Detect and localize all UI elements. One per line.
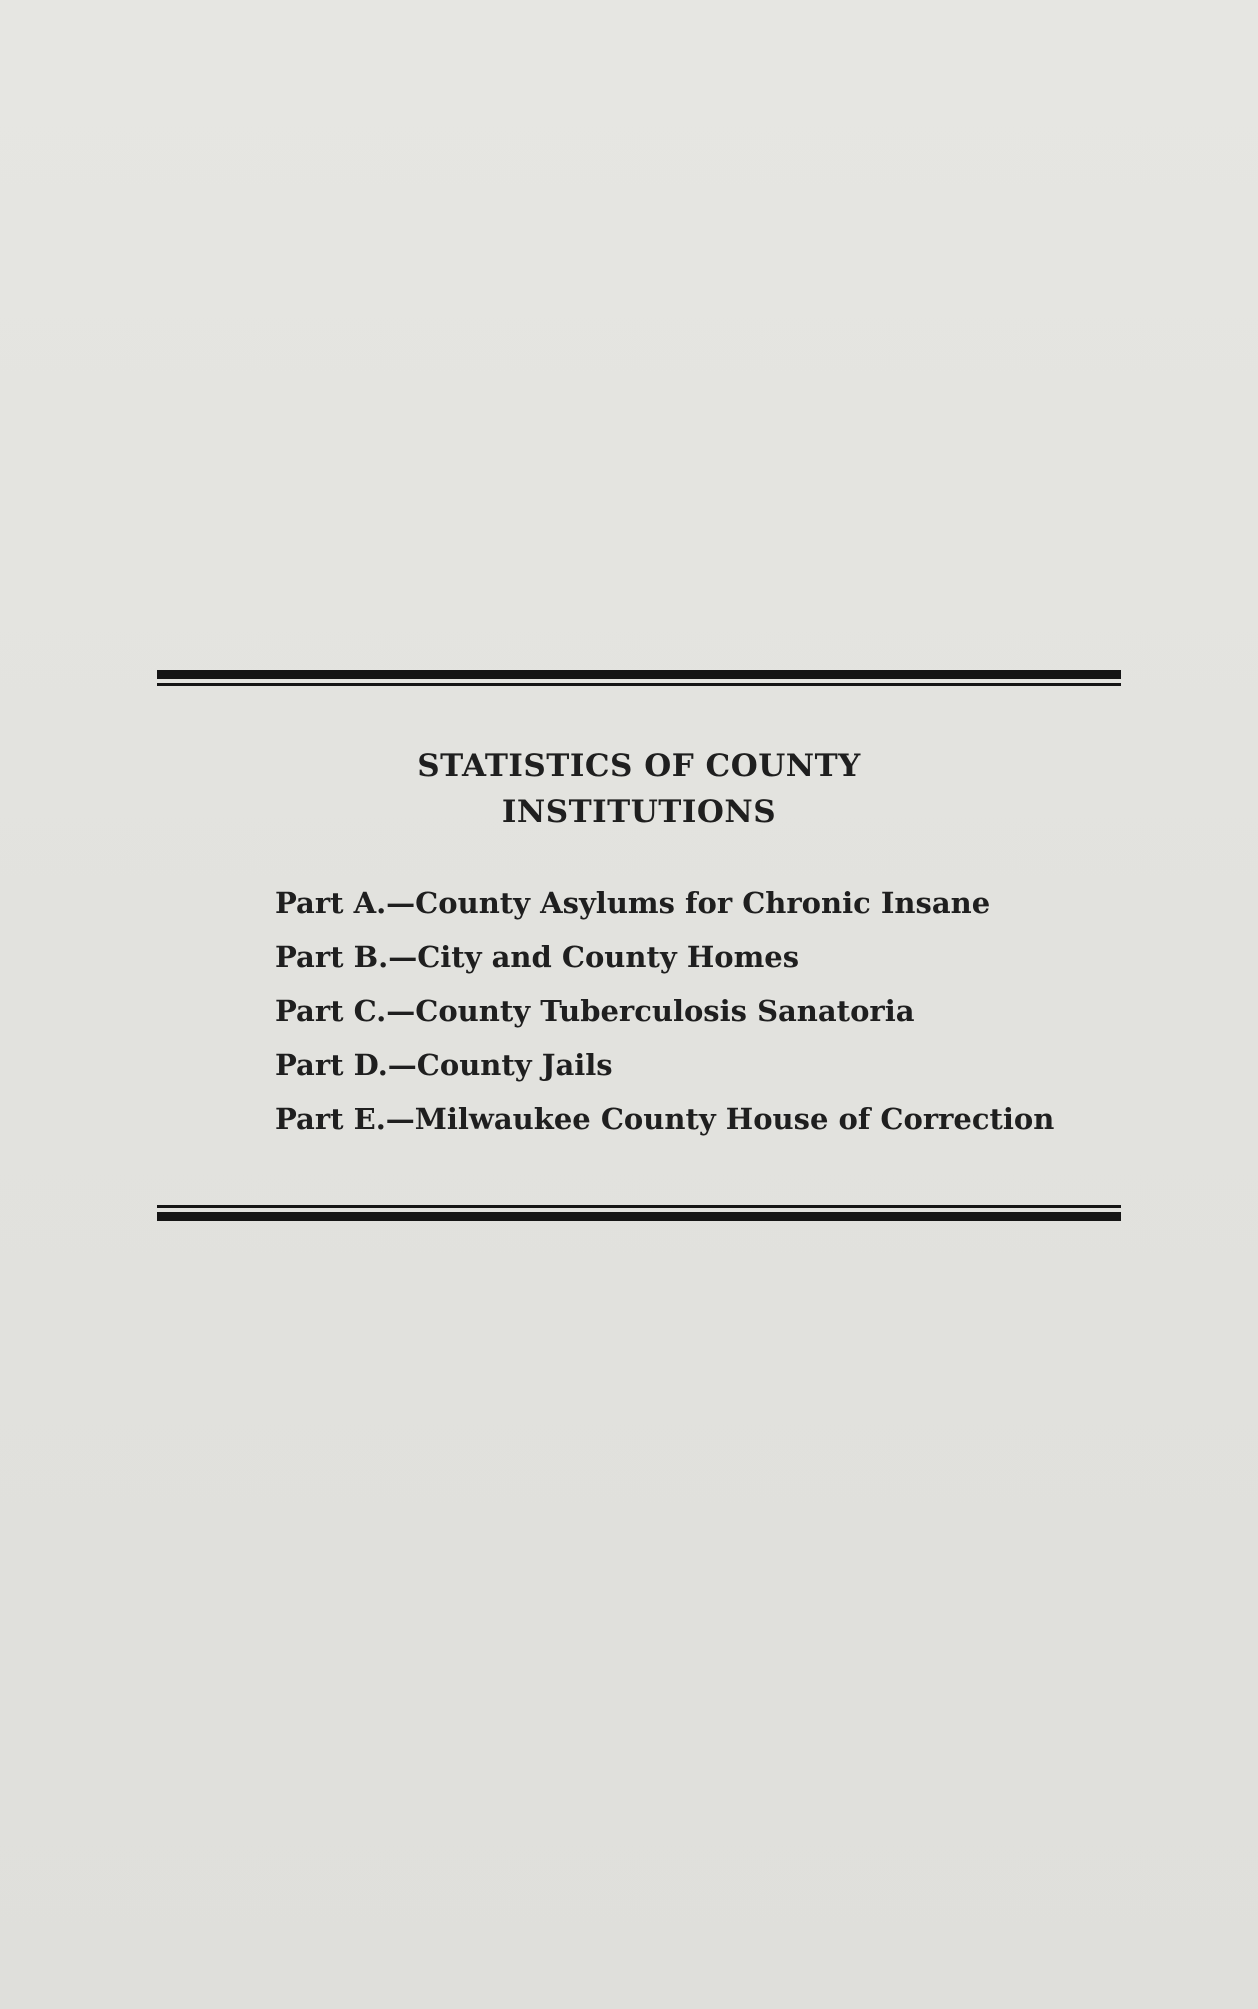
section-heading (157, 743, 1121, 835)
heading-line-2: INSTITUTIONS (501, 794, 777, 830)
top-double-rule (157, 670, 1121, 686)
part-c-item: Part C.—County Tuberculosis Sanatoria (275, 994, 915, 1028)
thick-rule (157, 1212, 1121, 1221)
bottom-double-rule (157, 1205, 1121, 1221)
thick-rule (157, 670, 1121, 679)
part-a-item: Part A.—County Asylums for Chronic Insane (275, 886, 991, 920)
thin-rule (157, 683, 1121, 686)
part-b-item: Part B.—City and County Homes (275, 940, 800, 974)
part-e-item: Part E.—Milwaukee County House of Correction (275, 1102, 1055, 1136)
parts-list (275, 876, 1115, 1146)
heading-line-1: STATISTICS OF COUNTY (417, 748, 861, 784)
part-d-item: Part D.—County Jails (275, 1048, 613, 1082)
